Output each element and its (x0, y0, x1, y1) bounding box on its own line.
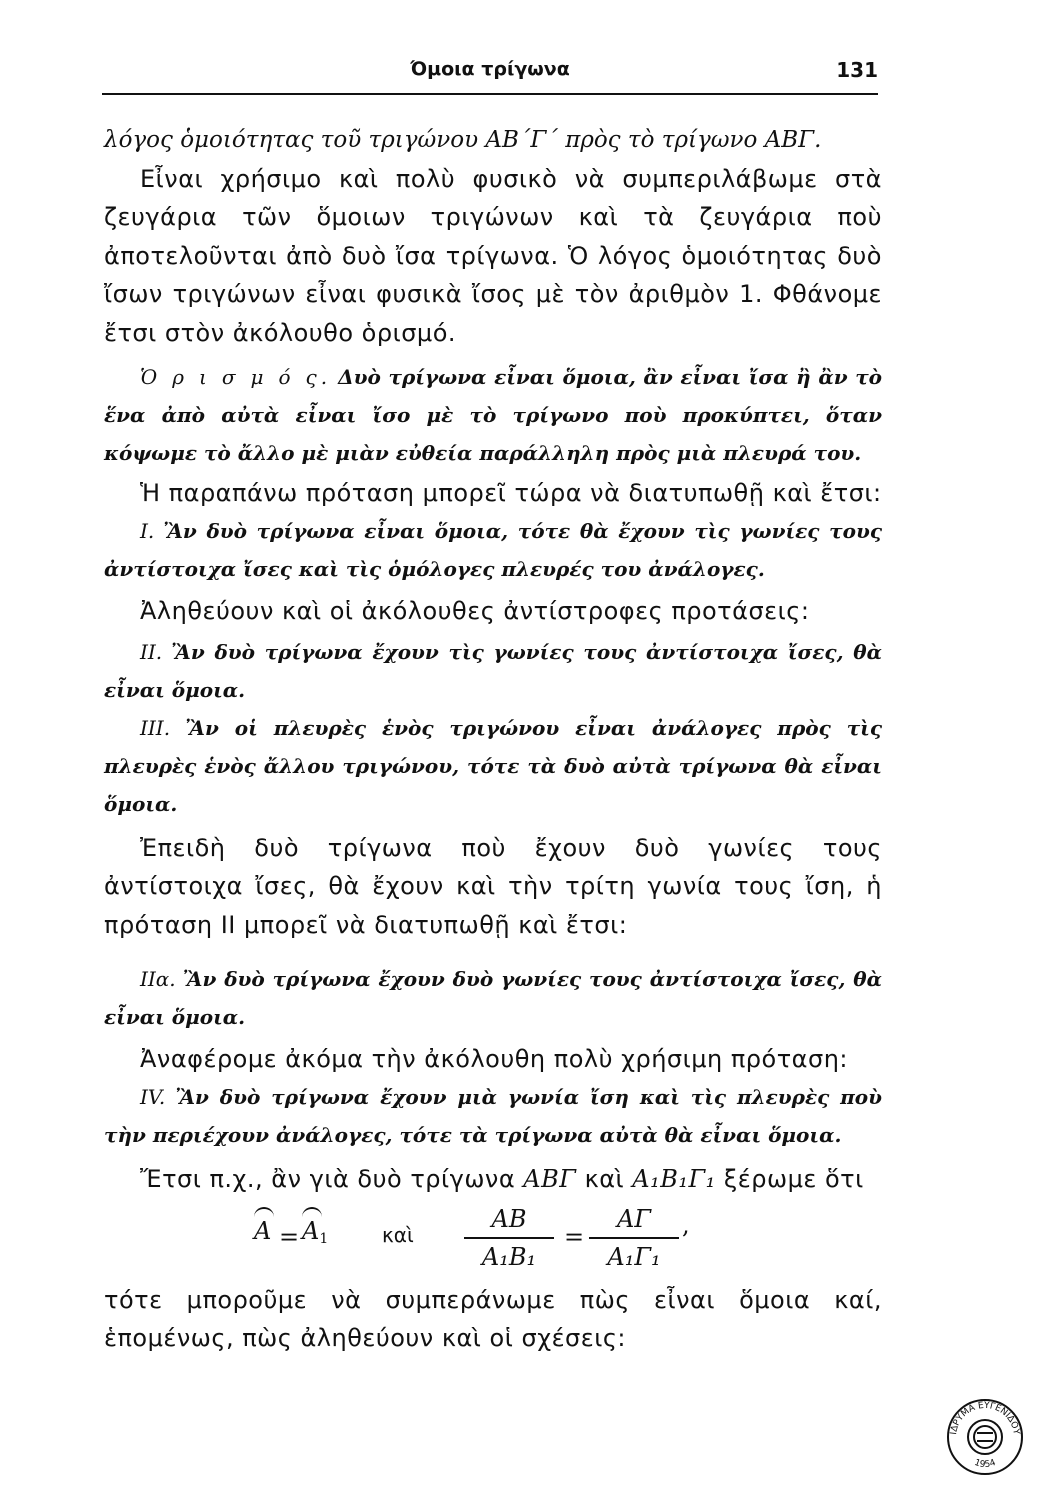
triangle-abg: ΑΒΓ (523, 1165, 577, 1194)
proposition-4 (104, 1078, 882, 1154)
proposition-3-text: Ἂν οἱ πλευρὲς ἑνὸς τριγώνου εἶναι ἀνάλογες πρὸς τὶς πλευρὲς ἑνὸς ἄλλου τριγώνου, τότε τὰ δυὸ αὐτὰ τρίγωνα θὰ εἶναι ὅμοια. (104, 715, 883, 816)
running-title: Όμοια τρίγωνα (410, 58, 570, 80)
angle-a: Α (254, 1217, 271, 1245)
foundation-seal-icon (946, 1398, 1024, 1476)
proposition-1-label: Ι. (140, 519, 155, 544)
paragraph-3: Ἡ παραπάνω πρόταση μπορεῖ τώρα νὰ διατυπωθῇ καὶ ἔτσι: (140, 479, 882, 508)
proposition-2-label: ΙΙ. (140, 639, 163, 664)
formula (104, 1203, 882, 1275)
proposition-1 (104, 512, 882, 588)
proposition-2a-text: Ἂν δυὸ τρίγωνα ἔχουν δυὸ γωνίες τους ἀντίστοιχα ἴσες, θὰ εἶναι ὅμοια. (104, 967, 883, 1030)
fraction-ag: ΑΓ Α₁Γ₁ (589, 1203, 679, 1273)
paragraph-1: λόγος ὁμοιότητας τοῦ τριγώνου ΑΒ΄Γ΄ πρὸς τὸ τρίγωνο ΑΒΓ. (104, 127, 822, 153)
svg-text:ΙΔΡΥΜΑ ΕΥΓΕΝΙΔΟΥ (949, 1401, 1021, 1436)
paragraph-6: Ἀναφέρομε ἀκόμα τὴν ἀκόλουθη πολὺ χρήσιμη πρόταση: (140, 1045, 848, 1074)
proposition-1-text: Ἂν δυὸ τρίγωνα εἶναι ὅμοια, τότε θὰ ἔχουν τὶς γωνίες τους ἀντίστοιχα ἴσες καὶ τὶς ὁμόλογες πλευρές του ἀνάλογες. (104, 519, 882, 582)
angle-hat-icon (302, 1207, 322, 1219)
paragraph-7 (104, 1160, 882, 1198)
definition (104, 358, 882, 472)
p7-end: ξέρωμε ὅτι (723, 1165, 864, 1194)
proposition-3-label: ΙΙΙ. (140, 715, 171, 740)
angle-a1: $A_1$ (302, 1217, 328, 1247)
page-header (102, 58, 878, 94)
paragraph-2: Εἶναι χρήσιμο καὶ πολὺ φυσικὸ νὰ συμπεριλάβωμε στὰ ζευγάρια τῶν ὅμοιων τριγώνων καὶ τὰ ζευγάρια ποὺ ἀποτελοῦνται ἀπὸ δυὸ ἴσα τρίγωνα. Ὁ λόγος ὁμοιότητας δυὸ ἴσων τριγώνων εἶναι φυσικὰ ἴσος μὲ τὸν ἀριθμὸν 1. Φθάνομε ἔτσι στὸν ἀκόλουθο ὁρισμό. (104, 165, 882, 347)
triangle-a1b1g1: Α₁Β₁Γ₁ (632, 1165, 716, 1194)
proposition-2-text: Ἂν δυὸ τρίγωνα ἔχουν τὶς γωνίες τους ἀντίστοιχα ἴσες, θὰ εἶναι ὅμοια. (104, 639, 883, 702)
equals-sign-2: = (564, 1222, 585, 1251)
seal-text: ΙΔΡΥΜΑ ΕΥΓΕΝΙΔΟΥ (949, 1400, 1021, 1436)
equals-sign: = (279, 1222, 300, 1251)
paragraph-4: Ἀληθεύουν καὶ οἱ ἀκόλουθες ἀντίστροφες προτάσεις: (140, 597, 810, 626)
paragraph-8: τότε μποροῦμε νὰ συμπεράνωμε πὼς εἶναι ὅμοια καί, ἑπομένως, πὼς ἀληθεύουν καὶ οἱ σχέσεις: (104, 1285, 882, 1353)
conjunction: καὶ (382, 1222, 414, 1247)
proposition-4-text: Ἂν δυὸ τρίγωνα ἔχουν μιὰ γωνία ἴση καὶ τὶς πλευρὲς ποὺ τὴν περιέχουν ἀνάλογες, τότε τὰ τρίγωνα αὐτὰ θὰ εἶναι ὅμοια. (104, 1085, 883, 1148)
proposition-4-label: ΙV. (140, 1085, 166, 1110)
fraction-ab: ΑΒ Α₁Β₁ (464, 1203, 554, 1273)
proposition-3 (104, 709, 882, 823)
angle-hat-icon (254, 1207, 274, 1219)
definition-text: Δυὸ τρίγωνα εἶναι ὅμοια, ἂν εἶναι ἴσα ἢ ἂν τὸ ἕνα ἀπὸ αὐτὰ εἶναι ἴσο μὲ τὸ τρίγωνο ποὺ προκύπτει, ὅταν κόψωμε τὸ ἄλλο μὲ μιὰν εὐθεία παράλληλη πρὸς μιὰ πλευρά του. (104, 365, 882, 466)
body-text (104, 120, 882, 1358)
svg-text:1954 (973, 1458, 998, 1470)
proposition-2 (104, 633, 882, 709)
paragraph-5: Ἐπειδὴ δυὸ τρίγωνα ποὺ ἔχουν δυὸ γωνίες τους ἀντίστοιχα ἴσες, θὰ ἔχουν καὶ τὴν τρίτη γωνία τους ἴση, ἡ πρόταση ΙΙ μπορεῖ νὰ διατυπωθῇ καὶ ἔτσι: (104, 833, 882, 939)
header-rule (102, 93, 878, 95)
definition-label: Ὁ ρ ι σ μ ό ς. (140, 365, 332, 390)
p7-and: καὶ (584, 1165, 625, 1194)
p7-start: Ἔτσι π.χ., ἂν γιὰ δυὸ τρίγωνα (140, 1165, 516, 1194)
seal-year: 1954 (972, 1457, 998, 1471)
proposition-2a-label: ΙΙα. (140, 967, 176, 992)
page-number: 131 (836, 58, 878, 82)
proposition-2a (104, 960, 882, 1036)
formula-comma: , (682, 1210, 690, 1239)
